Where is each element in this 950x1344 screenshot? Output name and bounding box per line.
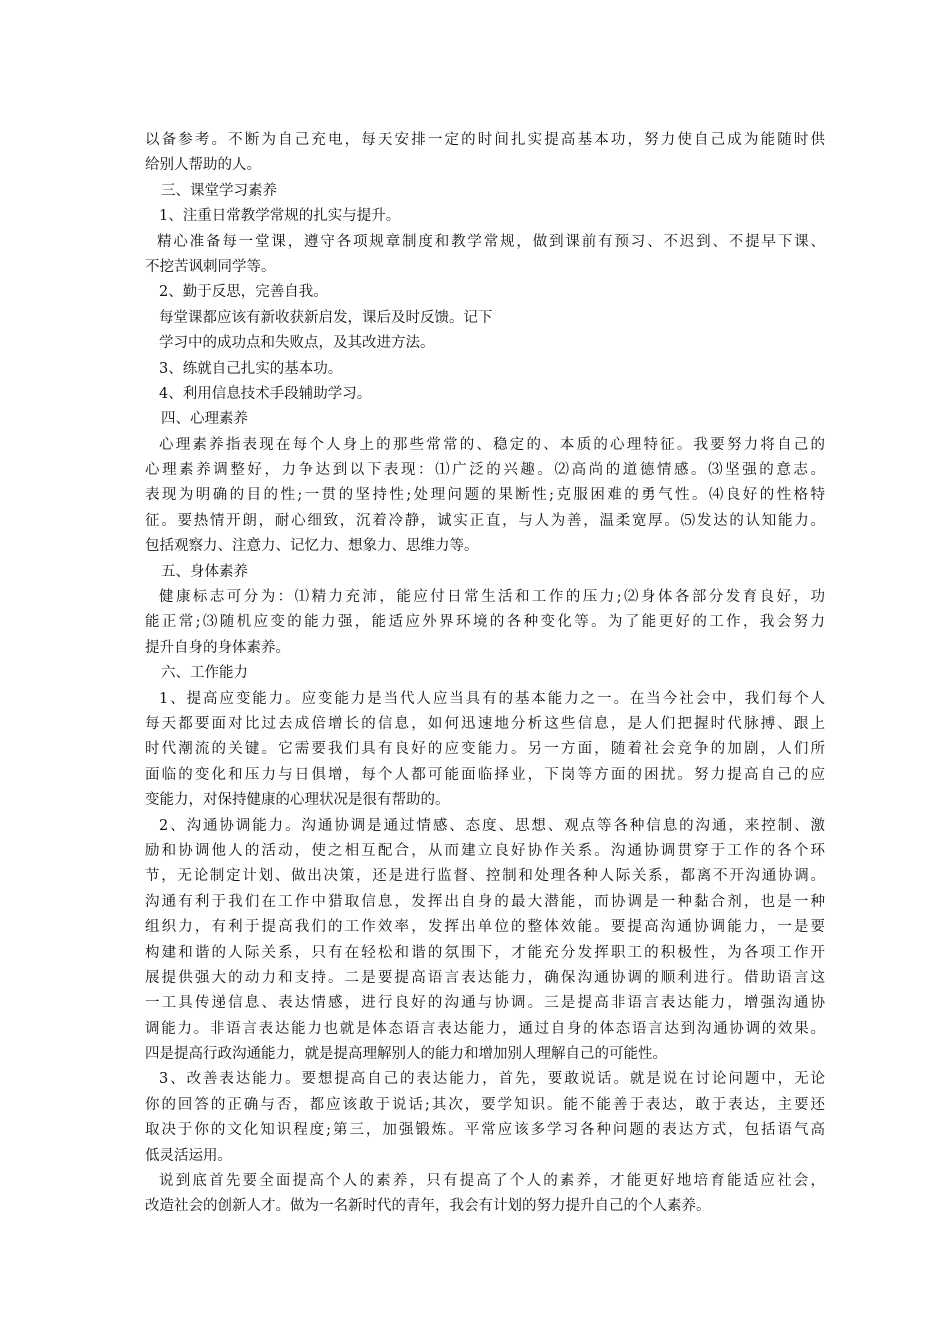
paragraph-line: 征。要热情开朗，耐心细致，沉着冷静，诚实正直，与人为善，温柔宽厚。⑸发达的认知能力。 bbox=[145, 512, 825, 529]
paragraph-line: 表现为明确的目的性;一贯的坚持性;处理问题的果断性;克服困难的勇气性。⑷良好的性格特 bbox=[145, 487, 825, 504]
paragraph-line: 包括观察力、注意力、记忆力、想象力、思维力等。 bbox=[145, 538, 479, 555]
section-heading: 三、课堂学习素养 bbox=[161, 182, 277, 199]
subheading: 4、利用信息技术手段辅助学习。 bbox=[159, 385, 372, 402]
paragraph-line: 能正常;⑶随机应变的能力强，能适应外界环境的各种变化等。为了能更好的工作，我会努力 bbox=[145, 614, 825, 631]
paragraph-line: 组织力，有利于提高我们的工作效率，发挥出单位的整体效能。要提高沟通协调能力，一是要 bbox=[145, 919, 825, 936]
paragraph-line: 时代潮流的关键。它需要我们具有良好的应变能力。另一方面，随着社会竞争的加剧，人们所 bbox=[145, 741, 825, 758]
paragraph-line: 取决于你的文化知识程度;第三，加强锻炼。平常应该多学习各种问题的表达方式，包括语气高 bbox=[145, 1122, 825, 1139]
subheading: 2、勤于反思，完善自我。 bbox=[159, 284, 328, 301]
paragraph-line: 调能力。非语言表达能力也就是体态语言表达能力，通过自身的体态语言达到沟通协调的效果。 bbox=[145, 1020, 825, 1037]
section-heading: 五、身体素养 bbox=[161, 563, 248, 580]
paragraph-line: 学习中的成功点和失败点，及其改进方法。 bbox=[159, 335, 435, 352]
paragraph-line: 节，无论制定计划、做出决策，还是进行监督、控制和处理各种人际关系，都离不开沟通协调。 bbox=[145, 868, 825, 885]
paragraph-line: 一工具传递信息、表达情感，进行良好的沟通与协调。三是提高非语言表达能力，增强沟通协 bbox=[145, 995, 825, 1012]
paragraph-line: 改造社会的创新人才。做为一名新时代的青年，我会有计划的努力提升自己的个人素养。 bbox=[145, 1198, 711, 1215]
paragraph-line: 展提供强大的动力和支持。二是要提高语言表达能力，确保沟通协调的顺利进行。借助语言这 bbox=[145, 969, 825, 986]
paragraph-line: 你的回答的正确与否，都应该敢于说话;其次，要学知识。能不能善于表达，敢于表达，主要还 bbox=[145, 1096, 825, 1113]
paragraph-line: 以备参考。不断为自己充电，每天安排一定的时间扎实提高基本功，努力使自己成为能随时供 bbox=[145, 132, 825, 148]
subheading: 1、注重日常教学常规的扎实与提升。 bbox=[159, 208, 401, 225]
paragraph-line: 励和协调他人的活动，使之相互配合，从而建立良好协作关系。沟通协调贯穿于工作的各个环 bbox=[145, 842, 825, 859]
paragraph-line: 心理素养调整好，力争达到以下表现：⑴广泛的兴趣。⑵高尚的道德情感。⑶坚强的意志。 bbox=[145, 462, 825, 479]
paragraph-line: 1、提高应变能力。应变能力是当代人应当具有的基本能力之一。在当今社会中，我们每个人 bbox=[159, 690, 825, 707]
paragraph-line: 2、沟通协调能力。沟通协调是通过情感、态度、思想、观点等各种信息的沟通，来控制、激 bbox=[159, 817, 825, 834]
paragraph-line: 提升自身的身体素养。 bbox=[145, 639, 290, 656]
subheading: 3、练就自己扎实的基本功。 bbox=[159, 360, 343, 377]
paragraph-line: 不挖苦讽刺同学等。 bbox=[145, 258, 276, 275]
paragraph-line: 沟通有利于我们在工作中猎取信息，发挥出自身的最大潜能，而协调是一种黏合剂，也是一种 bbox=[145, 893, 825, 910]
section-heading: 六、工作能力 bbox=[161, 665, 248, 682]
paragraph-line: 给别人帮助的人。 bbox=[145, 157, 261, 174]
paragraph-line: 3、改善表达能力。要想提高自己的表达能力，首先，要敢说话。就是说在讨论问题中，无论 bbox=[159, 1071, 825, 1088]
paragraph-line: 低灵活运用。 bbox=[145, 1147, 232, 1164]
paragraph-line: 说到底首先要全面提高个人的素养，只有提高了个人的素养，才能更好地培育能适应社会， bbox=[159, 1173, 825, 1190]
paragraph-line: 变能力，对保持健康的心理状况是很有帮助的。 bbox=[145, 792, 450, 809]
paragraph-line: 构建和谐的人际关系，只有在轻松和谐的氛围下，才能充分发挥职工的积极性，为各项工作开 bbox=[145, 944, 825, 961]
paragraph-line: 四是提高行政沟通能力，就是提高理解别人的能力和增加别人理解自己的可能性。 bbox=[145, 1046, 667, 1063]
section-heading: 四、心理素养 bbox=[161, 411, 248, 428]
paragraph-line: 健康标志可分为：⑴精力充沛，能应付日常生活和工作的压力;⑵身体各部分发育良好，功 bbox=[159, 589, 825, 606]
paragraph-line: 每天都要面对比过去成倍增长的信息，如何迅速地分析这些信息，是人们把握时代脉搏、跟上 bbox=[145, 715, 825, 732]
document-page bbox=[145, 128, 825, 1220]
paragraph-line: 精心准备每一堂课，遵守各项规章制度和教学常规，做到课前有预习、不迟到、不提早下课、 bbox=[157, 233, 825, 250]
paragraph-line: 面临的变化和压力与日俱增，每个人都可能面临择业，下岗等方面的困扰。努力提高自己的应 bbox=[145, 766, 825, 783]
paragraph-line: 心理素养指表现在每个人身上的那些常常的、稳定的、本质的心理特征。我要努力将自己的 bbox=[159, 436, 825, 453]
paragraph-line: 每堂课都应该有新收获新启发，课后及时反馈。记下 bbox=[159, 309, 493, 326]
